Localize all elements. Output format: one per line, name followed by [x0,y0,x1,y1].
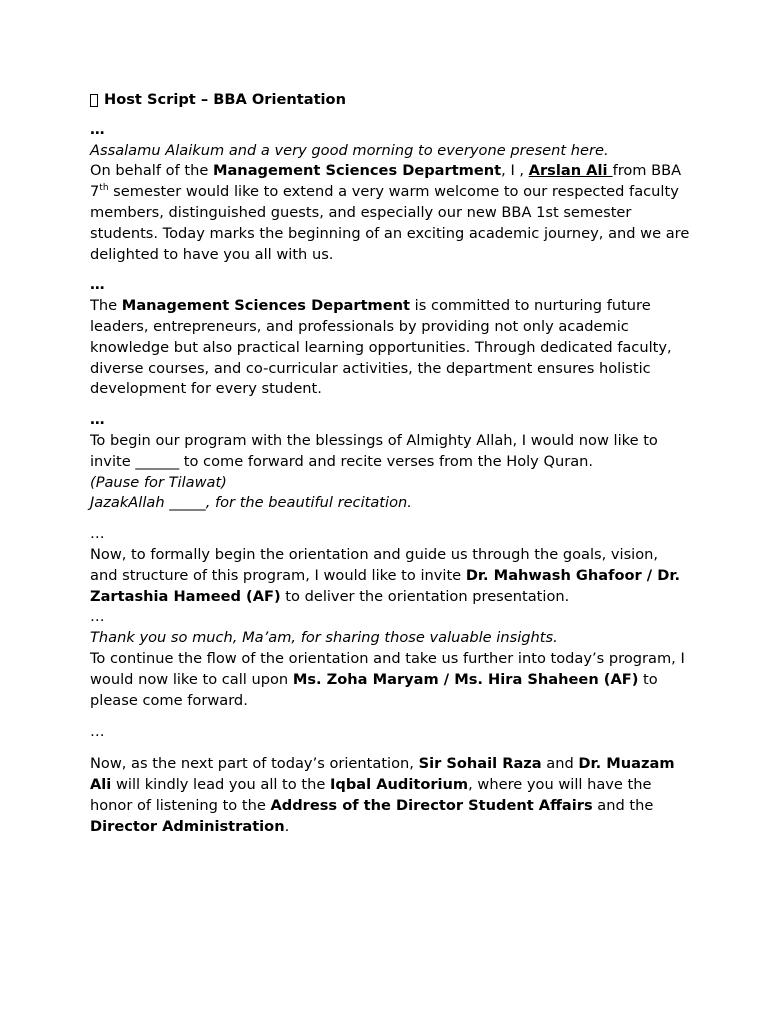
guide-name-1: Sir Sohail Raza [418,755,542,773]
next-speaker-names: Ms. Zoha Maryam / Ms. Hira Shaheen (AF) [292,670,639,688]
paragraph-tilawat [90,431,690,514]
host-name: Arslan Ali [528,162,613,180]
dept-text-a: The [90,297,122,315]
tilawat-invite-text: To begin our program with the blessings of Almighty Allah, I would now like to invite ______ to come forward and recite verses from the Holy Quran. [90,431,658,470]
admin-title: Director Administration [90,817,285,835]
document-title-text: Host Script – BBA Orientation [104,91,346,108]
paragraph-presentation [90,545,690,607]
paragraph-welcome [90,141,690,266]
placeholder-glyph-icon [90,94,98,107]
department-name: Management Sciences Department [212,162,502,180]
separator-2: … [90,276,105,294]
document-page [90,90,690,837]
auditorium-text-b: and [541,755,579,773]
presenter-names: Dr. Mahwash Ghafoor / Dr. Zartashia Hameed (AF) [90,566,680,605]
separator-5: … [90,608,105,626]
next-speaker-text-a: To continue the flow of the orientation and take us further into today’s program, I would now like to call upon [90,649,685,688]
auditorium-text-c: will kindly lead you all to the [111,775,330,793]
presentation-thanks: Thank you so much, Ma’am, for sharing those valuable insights. [90,629,558,647]
auditorium-text-f: . [284,817,290,835]
separator-3: … [90,411,105,429]
guide-name-2: Dr. Muazam Ali [90,755,675,793]
separator-6: … [90,723,105,741]
paragraph-auditorium [90,754,690,837]
welcome-text-b: , I , [501,162,529,180]
separator-4: … [90,525,105,543]
department-name-2: Management Sciences Department [121,297,411,315]
welcome-text-c: from BBA 7 [90,162,682,201]
separator-1: … [90,120,105,138]
document-title [90,90,690,111]
presentation-text-b: to deliver the orientation presentation. [280,587,570,605]
tilawat-thanks: JazakAllah _____, for the beautiful recitation. [90,494,412,512]
next-speaker-text-b: to please come forward. [90,670,658,709]
welcome-text-d: semester would like to extend a very warm welcome to our respected faculty members, distinguished guests, and especially our new BBA 1st semester students. Today marks the beginning of an exciting academic journey, and we are delighted to have you all with us. [90,183,690,263]
dept-text-b: is committed to nurturing future leaders, entrepreneurs, and professionals by providing not only academic knowledge but also practical learning opportunities. Through dedicated faculty, diverse courses, and co-curricular activities, the department ensures holistic development for every student. [90,297,672,398]
address-title: Address of the Director Student Affairs [270,796,593,814]
welcome-text-a: On behalf of the [90,162,213,180]
auditorium-text-a: Now, as the next part of today’s orientation, [90,755,419,773]
greeting-text: Assalamu Alaikum and a very good morning to everyone present here. [90,141,609,159]
auditorium-text-d: , where you will have the honor of listening to the [90,775,652,814]
auditorium-text-e: and the [592,796,654,814]
venue-name: Iqbal Auditorium [329,775,469,793]
paragraph-next-speaker [90,628,690,711]
ordinal-suffix: th [99,183,109,194]
presentation-text-a: Now, to formally begin the orientation and guide us through the goals, vision, and structure of this program, I would like to invite [90,545,659,584]
pause-note: (Pause for Tilawat) [90,473,227,491]
paragraph-department [90,296,690,400]
